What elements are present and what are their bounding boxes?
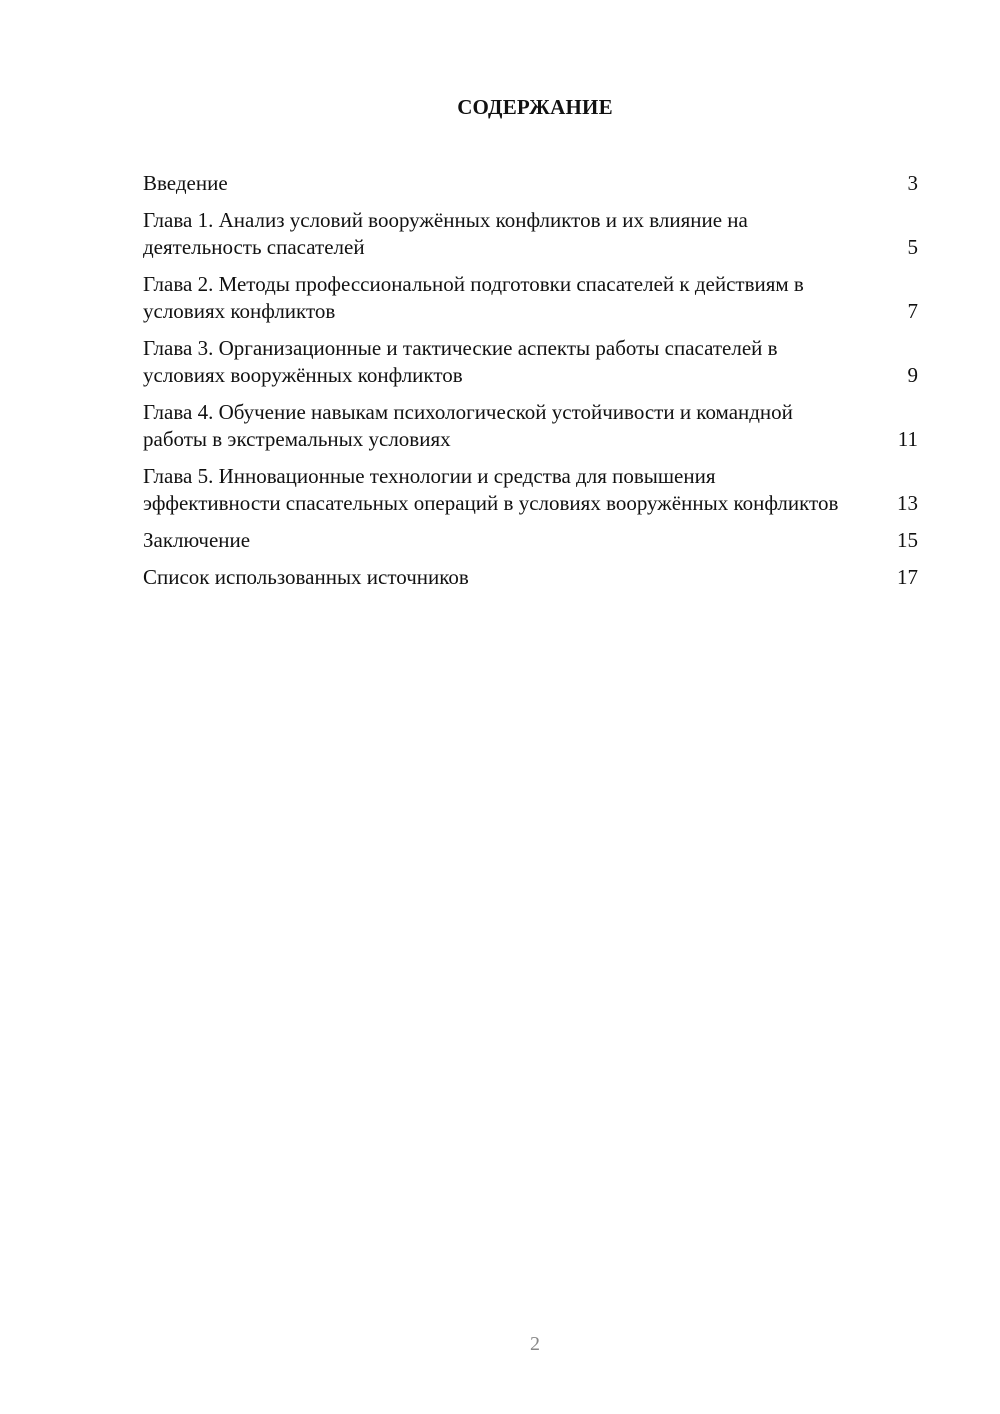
toc-entry-title: Список использованных источников (143, 565, 469, 589)
toc-entry-title: Заключение (143, 528, 251, 552)
toc-entry-page-number: 13 (897, 491, 918, 515)
toc-entry-page-number: 7 (907, 299, 918, 323)
toc-entry-chapter-4[interactable] (143, 399, 918, 453)
toc-entry-title: Глава 4. Обучение навыкам психологической устойчивости и командной работы в экстремальных условиях (143, 400, 793, 451)
toc-entry-title: Глава 5. Инновационные технологии и средства для повышения эффективности спасательных операций в условиях вооружённых конфликтов (143, 464, 839, 515)
toc-entry-title: Введение (143, 171, 228, 195)
toc-entry-conclusion[interactable] (143, 527, 918, 554)
toc-entry-page-number: 3 (907, 171, 918, 195)
toc-entry-page-number: 9 (907, 363, 918, 387)
toc-entry-chapter-2[interactable] (143, 271, 918, 325)
toc-entry-references[interactable] (143, 564, 918, 591)
toc-entry-title: Глава 1. Анализ условий вооружённых конфликтов и их влияние на деятельность спасателей (143, 208, 748, 259)
page-title: СОДЕРЖАНИЕ (457, 95, 613, 119)
toc-entry-title: Глава 2. Методы профессиональной подготовки спасателей к действиям в условиях конфликтов (143, 272, 804, 323)
toc-entry-page-number: 15 (897, 528, 918, 552)
toc-entry-chapter-1[interactable] (143, 207, 918, 261)
toc-entry-introduction[interactable] (143, 170, 918, 197)
toc-entry-page-number: 11 (897, 427, 918, 451)
toc-entry-title: Глава 3. Организационные и тактические аспекты работы спасателей в условиях вооружённых конфликтов (143, 336, 778, 387)
page-number: 2 (530, 1333, 540, 1355)
toc-entry-page-number: 17 (897, 565, 918, 589)
toc-entry-chapter-5[interactable] (143, 463, 918, 517)
table-of-contents (143, 170, 918, 601)
toc-entry-page-number: 5 (907, 235, 918, 259)
toc-entry-chapter-3[interactable] (143, 335, 918, 389)
